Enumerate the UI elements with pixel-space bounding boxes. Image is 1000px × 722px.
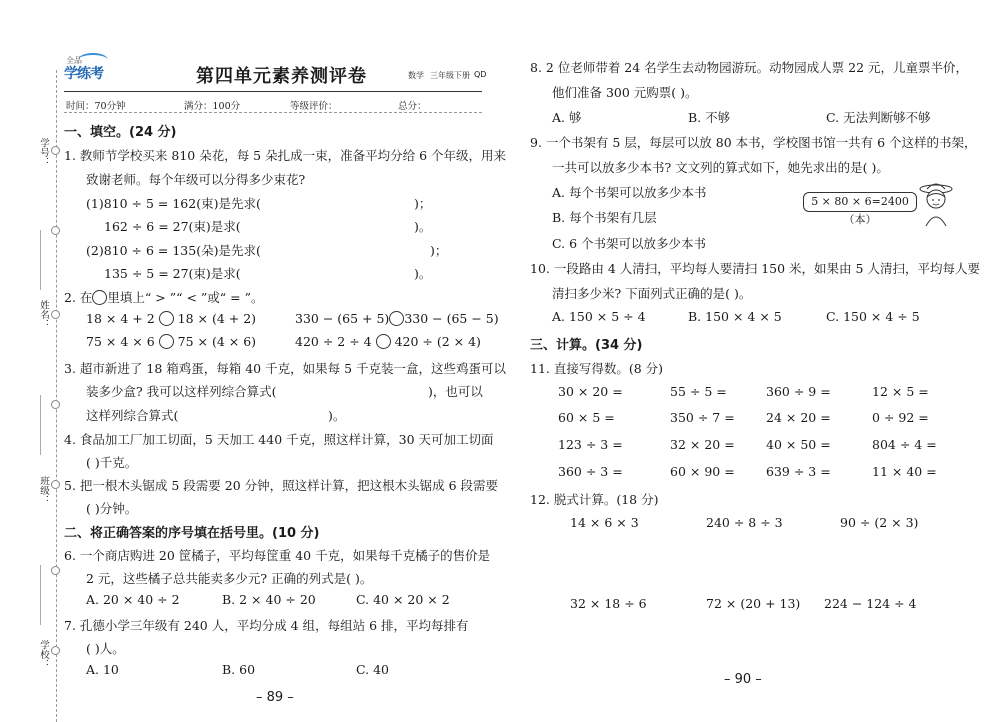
comparison-left: 18 × 4 + 2 — [86, 311, 155, 326]
logo-small-text: 全品 — [66, 56, 82, 65]
option-c[interactable]: C. 150 × 4 ÷ 5 — [826, 309, 920, 324]
speech-bubble: 5 × 80 × 6=2400（本） — [803, 192, 917, 212]
question-7-text: ( )人。 — [86, 641, 125, 656]
binding-hole — [51, 646, 60, 655]
mental-math-item: 0 ÷ 92 = — [872, 410, 929, 425]
info-rule — [64, 112, 482, 113]
question-4-text: ( )千克。 — [86, 455, 138, 470]
mental-math-item: 350 ÷ 7 = — [670, 410, 735, 425]
binding-hole — [51, 146, 60, 155]
question-3-text: 这样列综合算式( — [86, 408, 179, 423]
binding-hole — [51, 310, 60, 319]
binding-hole — [51, 400, 60, 409]
title-rule — [64, 91, 482, 92]
question-1-text: 1. 教师节学校买来 810 朵花，每 5 朵扎成一束，准备平均分给 6 个年级，用来 — [64, 148, 507, 163]
comparison-item — [86, 334, 256, 349]
binding-write-line — [40, 565, 41, 625]
mental-math-item: 123 ÷ 3 = — [558, 437, 623, 452]
comparison-item — [295, 311, 499, 326]
question-9-text: 一共可以放多少本书? 文文列的算式如下，她先求出的是( )。 — [552, 160, 889, 175]
step-calculation-item: 224 − 124 ÷ 4 — [824, 596, 917, 611]
question-2-suffix: 里填上“ > ”“ < ”或“ = ”。 — [107, 290, 264, 305]
mental-math-item: 12 × 5 = — [872, 384, 929, 399]
option-a[interactable]: A. 150 × 5 ÷ 4 — [552, 309, 646, 324]
question-2-prefix: 2. 在 — [64, 290, 93, 305]
option-c[interactable]: C. 无法判断够不够 — [826, 110, 931, 125]
option-b[interactable]: B. 60 — [222, 662, 256, 677]
binding-label-school: 学校： — [38, 640, 49, 669]
option-b[interactable]: B. 2 × 40 ÷ 20 — [222, 592, 316, 607]
binding-hole — [51, 480, 60, 489]
answer-circle[interactable] — [159, 334, 174, 349]
edition-tag: QD — [474, 70, 487, 79]
page-title: 第四单元素养测评卷 — [196, 66, 367, 87]
answer-bracket-end: )。 — [414, 219, 432, 234]
section-heading-fill-in: 一、填空。(24 分) — [64, 125, 177, 140]
comparison-right: 330 − (65 − 5) — [404, 311, 499, 326]
question-2-text — [64, 288, 264, 306]
question-1-answer-line: 162 ÷ 6 = 27(束)是求( — [104, 219, 241, 234]
comparison-right: 420 ÷ (2 × 4) — [394, 334, 481, 349]
comparison-right: 18 × (4 + 2) — [177, 311, 257, 326]
mental-math-item: 40 × 50 = — [766, 437, 831, 452]
step-calculation-item: 32 × 18 ÷ 6 — [570, 596, 647, 611]
mental-math-item: 32 × 20 = — [670, 437, 735, 452]
binding-label-class: 班级： — [38, 476, 49, 505]
mental-math-item: 639 ÷ 3 = — [766, 464, 831, 479]
mental-math-item: 30 × 20 = — [558, 384, 623, 399]
question-5-text: 5. 把一根木头锯成 5 段需要 20 分钟，照这样计算，把这根木头锯成 6 段需要 — [64, 478, 499, 493]
binding-line — [56, 70, 57, 722]
question-4-text: 4. 食品加工厂加工切面，5 天加工 440 千克，照这样计算，30 天可加工切面 — [64, 432, 494, 447]
exam-time: 时间：70分钟 — [66, 101, 126, 112]
section-heading-choice: 二、将正确答案的序号填在括号里。(10 分) — [64, 526, 320, 541]
answer-circle[interactable] — [92, 290, 107, 305]
comparison-left: 75 × 4 × 6 — [86, 334, 155, 349]
total-score: 总分： — [398, 101, 427, 112]
question-8-text: 8. 2 位老师带着 24 名学生去动物园游玩。动物园成人票 22 元，儿童票半价， — [530, 60, 969, 75]
answer-circle[interactable] — [376, 334, 391, 349]
comparison-item — [295, 334, 481, 349]
option-a[interactable]: A. 每个书架可以放多少本书 — [552, 185, 707, 200]
step-calculation-item: 14 × 6 × 3 — [570, 515, 639, 530]
answer-bracket-end: )。 — [414, 266, 432, 281]
question-6-text: 2 元，这些橘子总共能卖多少元? 正确的列式是( )。 — [86, 571, 373, 586]
answer-circle[interactable] — [159, 311, 174, 326]
question-1-answer-line: (1)810 ÷ 5 = 162(束)是先求( — [86, 196, 261, 211]
mental-math-item: 804 ÷ 4 = — [872, 437, 937, 452]
binding-write-line — [40, 230, 41, 290]
question-6-text: 6. 一个商店购进 20 筐橘子，平均每筐重 40 千克，如果每千克橘子的售价是 — [64, 548, 491, 563]
option-a[interactable]: A. 20 × 40 ÷ 2 — [86, 592, 180, 607]
mental-math-item: 60 × 5 = — [558, 410, 615, 425]
question-9-text: 9. 一个书架有 5 层，每层可以放 80 本书，学校图书馆一共有 6 个这样的书架， — [530, 135, 977, 150]
question-10-text: 10. 一段路由 4 人清扫，平均每人要清扫 150 米，如果由 5 人清扫，平均每人要 — [530, 261, 980, 276]
question-12-title: 12. 脱式计算。(18 分) — [530, 492, 659, 507]
comparison-right: 75 × (4 × 6) — [177, 334, 257, 349]
question-11-title: 11. 直接写得数。(8 分) — [530, 361, 664, 376]
right-page — [500, 0, 1000, 722]
option-b[interactable]: B. 不够 — [688, 110, 731, 125]
page-number: – 89 – — [256, 690, 294, 705]
mental-math-item: 360 ÷ 9 = — [766, 384, 831, 399]
grade-tag: 三年级下册 — [430, 71, 470, 80]
option-c[interactable]: C. 40 × 20 × 2 — [356, 592, 450, 607]
brand-logo — [64, 55, 116, 83]
binding-write-line — [40, 395, 41, 455]
question-1-answer-line: (2)810 ÷ 6 = 135(朵)是先求( — [86, 243, 261, 258]
question-3-text: )，也可以 — [428, 384, 483, 399]
answer-bracket-end: )； — [414, 196, 432, 211]
mental-math-item: 11 × 40 = — [872, 464, 937, 479]
page-number: – 90 – — [724, 672, 762, 687]
question-7-text: 7. 孔德小学三年级有 240 人，平均分成 4 组，每组站 6 排，平均每排有 — [64, 618, 469, 633]
logo-main-text: 学练考 — [64, 66, 103, 82]
mental-math-item: 360 ÷ 3 = — [558, 464, 623, 479]
question-3-text: )。 — [328, 408, 346, 423]
option-a[interactable]: A. 够 — [552, 110, 582, 125]
binding-label-student-id: 学号： — [38, 138, 49, 167]
question-1-text: 致谢老师。每个年级可以分得多少束花? — [86, 172, 306, 187]
answer-circle[interactable] — [389, 311, 404, 326]
option-c[interactable]: C. 40 — [356, 662, 389, 677]
question-5-text: ( )分钟。 — [86, 501, 138, 516]
option-b[interactable]: B. 150 × 4 × 5 — [688, 309, 782, 324]
step-calculation-item: 72 × (20 + 13) — [706, 596, 801, 611]
binding-hole — [51, 566, 60, 575]
question-1-answer-line: 135 ÷ 5 = 27(束)是求( — [104, 266, 241, 281]
subject-tag: 数学 — [408, 71, 424, 80]
comparison-left: 330 − (65 + 5) — [295, 311, 390, 326]
comparison-item — [86, 311, 256, 326]
question-3-text: 装多少盒? 我可以这样列综合算式( — [86, 384, 277, 399]
option-a[interactable]: A. 10 — [86, 662, 119, 677]
answer-bracket-end: )； — [430, 243, 448, 258]
question-8-text: 他们准备 300 元购票( )。 — [552, 85, 698, 100]
question-10-text: 清扫多少米? 下面列式正确的是( )。 — [552, 286, 752, 301]
section-heading-calculation: 三、计算。(34 分) — [530, 338, 643, 353]
mental-math-item: 24 × 20 = — [766, 410, 831, 425]
girl-illustration-icon — [918, 180, 954, 228]
full-score: 满分：100分 — [184, 101, 241, 112]
grade-evaluation: 等级评价： — [290, 101, 338, 112]
question-3-text: 3. 超市新进了 18 箱鸡蛋，每箱 40 千克，如果每 5 千克装一盒，这些鸡蛋可以 — [64, 361, 507, 376]
step-calculation-item: 90 ÷ (2 × 3) — [840, 515, 919, 530]
option-b[interactable]: B. 每个书架有几层 — [552, 210, 657, 225]
mental-math-item: 55 ÷ 5 = — [670, 384, 727, 399]
comparison-left: 420 ÷ 2 ÷ 4 — [295, 334, 372, 349]
binding-label-name: 姓名： — [38, 300, 49, 329]
mental-math-item: 60 × 90 = — [670, 464, 735, 479]
binding-hole — [51, 226, 60, 235]
step-calculation-item: 240 ÷ 8 ÷ 3 — [706, 515, 783, 530]
option-c[interactable]: C. 6 个书架可以放多少本书 — [552, 236, 706, 251]
